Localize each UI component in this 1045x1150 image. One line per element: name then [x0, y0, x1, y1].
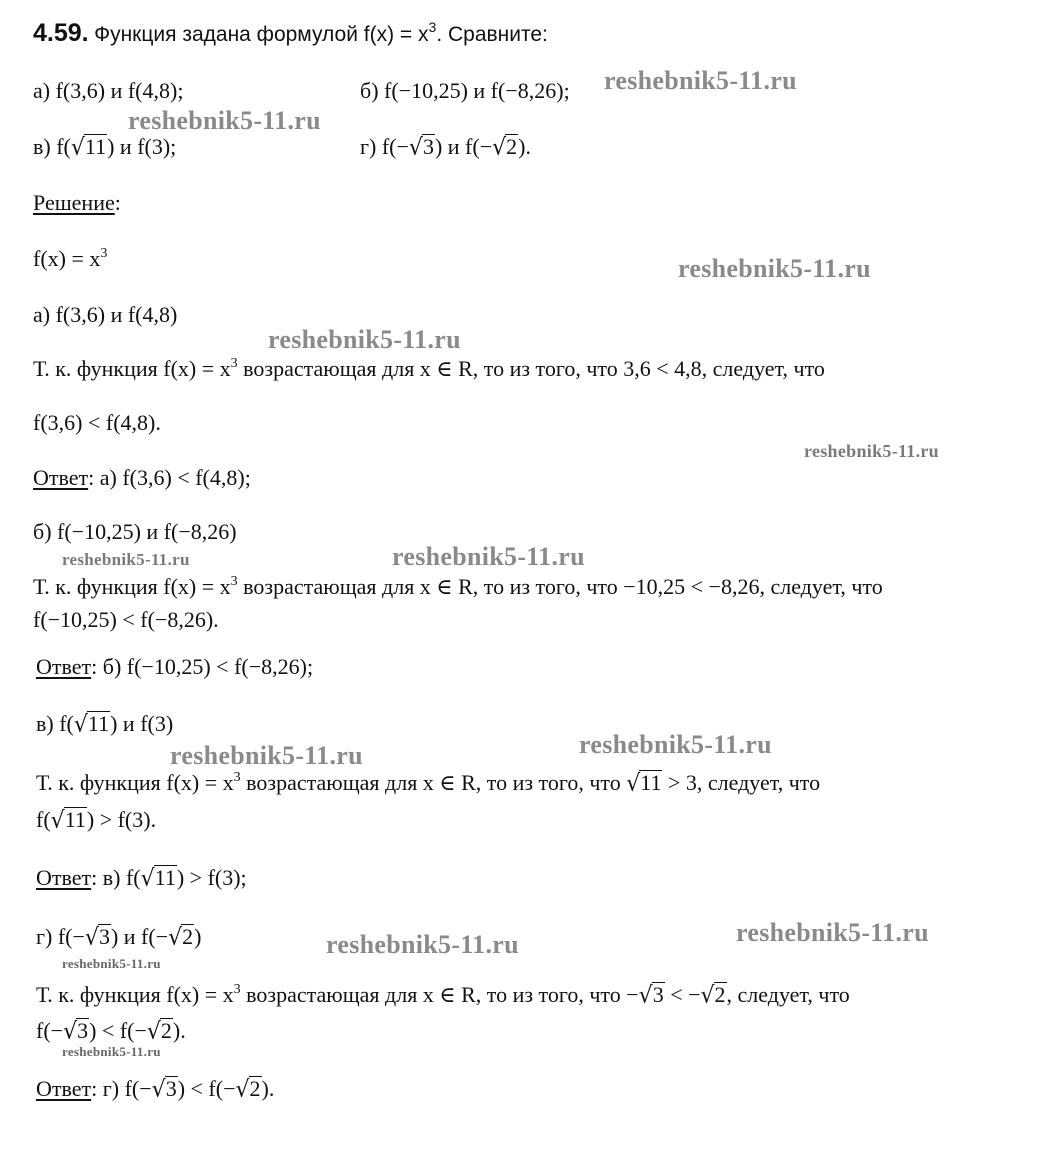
- watermark: reshebnik5-11.ru: [268, 325, 461, 354]
- part-b-title: б) f(−10,25) и f(−8,26): [33, 519, 237, 544]
- part-a-answer: Ответ: а) f(3,6) < f(4,8);: [33, 465, 251, 490]
- watermark: reshebnik5-11.ru: [62, 550, 190, 569]
- part-a-title: а) f(3,6) и f(4,8): [33, 302, 178, 327]
- watermark: reshebnik5-11.ru: [62, 956, 161, 971]
- sqrt-11: √11: [73, 711, 110, 738]
- sqrt-11: √11: [140, 865, 176, 892]
- part-b-answer: Ответ: б) f(−10,25) < f(−8,26);: [36, 654, 314, 679]
- sqrt-2: √2: [168, 924, 194, 951]
- part-a-result: f(3,6) < f(4,8).: [33, 410, 161, 435]
- watermark: reshebnik5-11.ru: [604, 66, 797, 95]
- sqrt-2: √2: [492, 134, 518, 161]
- sqrt-11: √11: [626, 770, 662, 797]
- part-g-answer: Ответ: г) f(−√3) < f(−√2).: [36, 1076, 275, 1103]
- sqrt-2: √2: [700, 982, 726, 1009]
- part-g-title: г) f(−√3) и f(−√2): [36, 924, 202, 951]
- solution-formula: $f(x) = x^3$: [33, 246, 108, 271]
- sqrt-3: √3: [63, 1018, 89, 1045]
- part-b-reason: Т. к. функция $f(x) = x^3$ возрастающая для x ∈ R, то из того, что −10,25 < −8,26, следует, что: [33, 574, 883, 599]
- watermark: reshebnik5-11.ru: [326, 930, 519, 959]
- part-v-result: f(√11) > f(3).: [36, 807, 157, 834]
- task-v: в) f(√11) и f(3);: [33, 134, 177, 161]
- part-b-result: f(−10,25) < f(−8,26).: [33, 607, 219, 632]
- sqrt-3: √3: [151, 1076, 177, 1103]
- part-g-reason: Т. к. функция $f(x) = x^3$ возрастающая для x ∈ R, то из того, что −√3 < −√2, следует, что: [36, 982, 850, 1009]
- task-b: б) f(−10,25) и f(−8,26);: [360, 78, 570, 103]
- watermark: reshebnik5-11.ru: [170, 741, 363, 770]
- sqrt-11: √11: [50, 807, 86, 834]
- sqrt-3: √3: [84, 924, 110, 951]
- watermark: reshebnik5-11.ru: [804, 441, 939, 461]
- solution-heading: Решение:: [33, 190, 121, 215]
- problem-header: [33, 20, 548, 48]
- problem-number: 4.59.: [33, 19, 89, 47]
- sqrt-2: √2: [235, 1076, 261, 1103]
- watermark: reshebnik5-11.ru: [736, 918, 929, 947]
- part-v-reason: Т. к. функция $f(x) = x^3$ возрастающая для x ∈ R, то из того, что √11 > 3, следует, что: [36, 770, 821, 797]
- sqrt-11: √11: [70, 134, 107, 161]
- watermark: reshebnik5-11.ru: [392, 542, 585, 571]
- sqrt-2: √2: [146, 1018, 172, 1045]
- watermark: reshebnik5-11.ru: [579, 730, 772, 759]
- watermark: reshebnik5-11.ru: [678, 254, 871, 283]
- part-v-title: в) f(√11) и f(3): [36, 711, 174, 738]
- part-v-answer: Ответ: в) f(√11) > f(3);: [36, 865, 247, 892]
- sqrt-3: √3: [638, 982, 664, 1009]
- task-a: а) f(3,6) и f(4,8);: [33, 78, 184, 103]
- task-g: г) f(−√3) и f(−√2).: [360, 134, 531, 161]
- sqrt-3: √3: [408, 134, 434, 161]
- part-a-reason: Т. к. функция $f(x) = x^3$ возрастающая для x ∈ R, то из того, что 3,6 < 4,8, следует, что: [33, 356, 825, 381]
- watermark: reshebnik5-11.ru: [62, 1044, 161, 1059]
- watermark: reshebnik5-11.ru: [128, 106, 321, 135]
- part-g-result: f(−√3) < f(−√2).: [36, 1018, 186, 1045]
- problem-statement: Функция задана формулой $f(x) = x^3$. Сравните:: [94, 19, 548, 46]
